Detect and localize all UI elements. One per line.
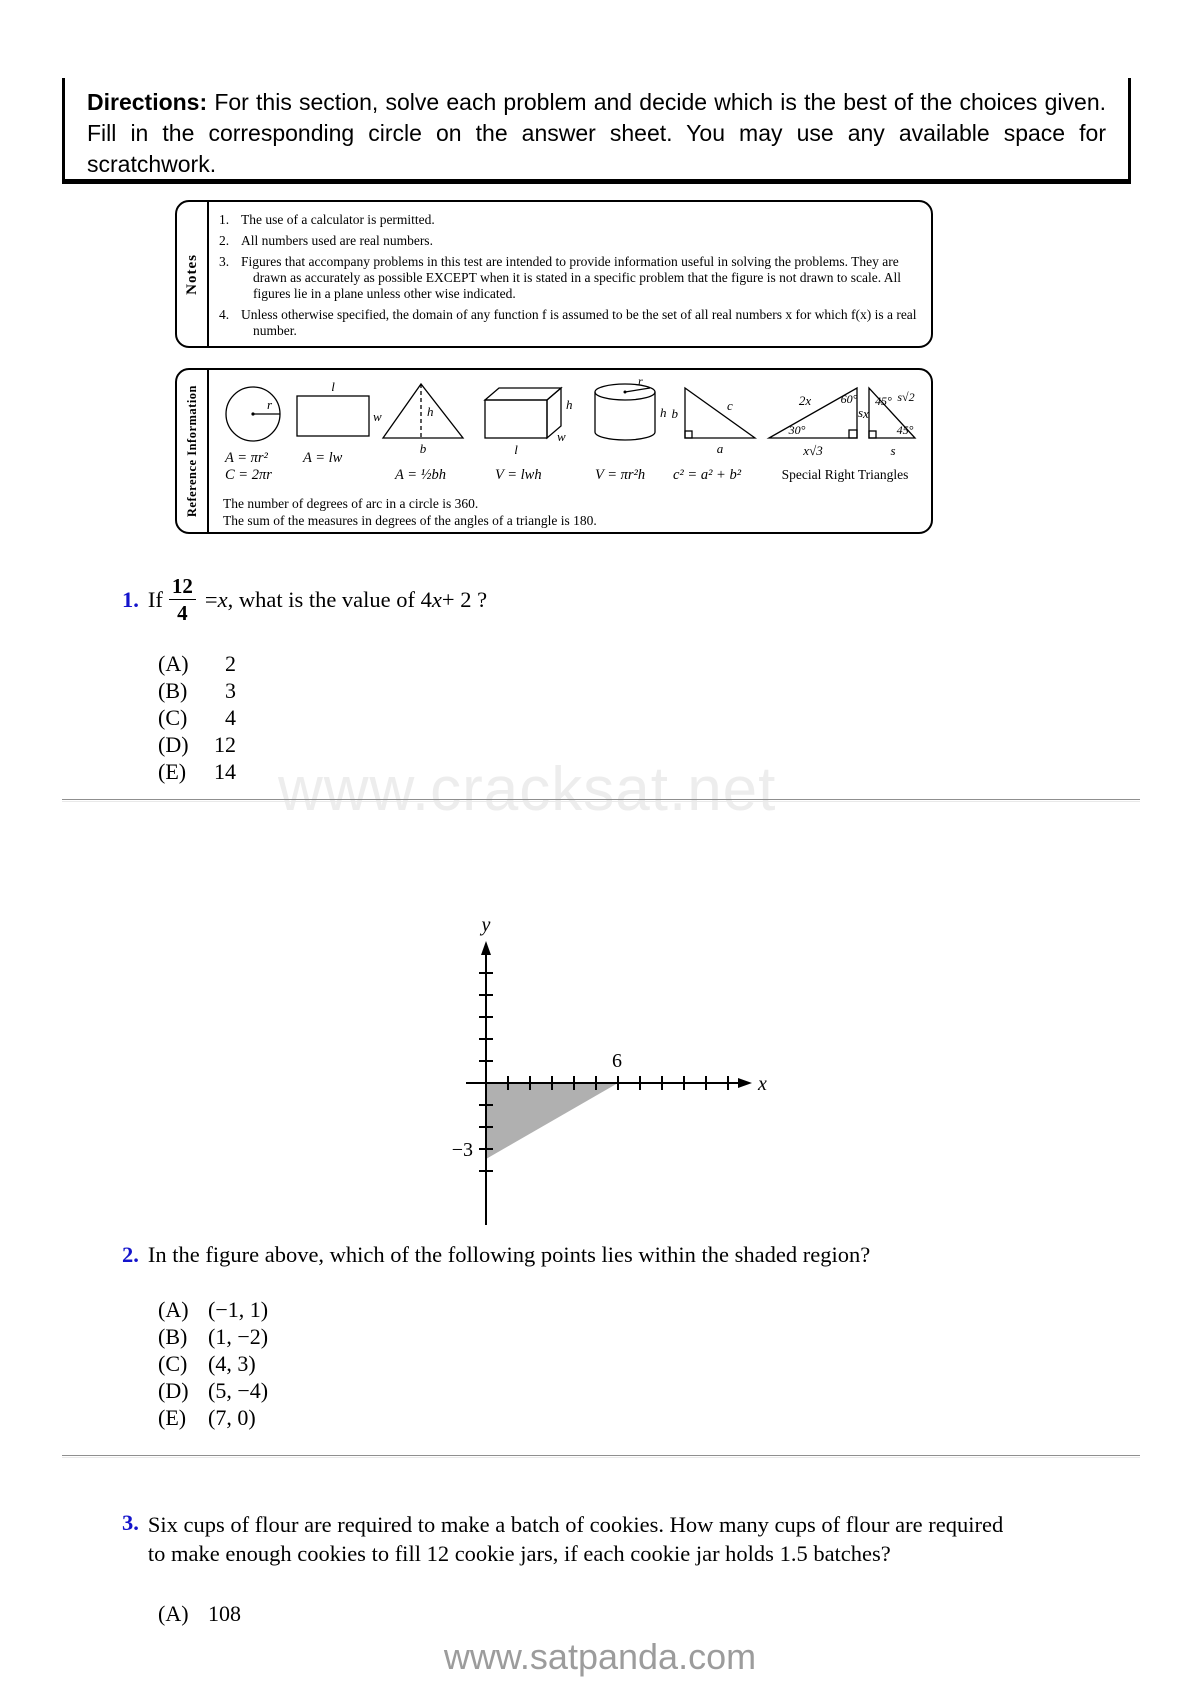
question-1: [122, 575, 487, 624]
notes-box: [175, 200, 933, 348]
rectangle-area-formula: A = lw: [303, 450, 343, 466]
cylinder-figure: [595, 376, 667, 483]
rectangle-figure: [297, 379, 382, 466]
fraction-denominator: 4: [177, 601, 188, 626]
choice-letter: (A): [158, 1297, 189, 1322]
triangle-area-formula: A = ½bh: [395, 467, 447, 483]
section-divider: [62, 1455, 1140, 1458]
choice-value: 2: [225, 651, 236, 676]
cylinder-volume-formula: V = πr²h: [595, 467, 646, 483]
question-1-number: 1.: [122, 586, 139, 612]
question-3-number: 3.: [122, 1510, 139, 1535]
rectangle-length-label: l: [331, 379, 335, 394]
choice-row: [158, 1404, 268, 1431]
choice-value: (5, −4): [208, 1378, 269, 1403]
choice-letter: (C): [158, 705, 188, 730]
choice-row: [158, 731, 236, 758]
choice-letter: (E): [158, 759, 187, 784]
triangle-base-label: b: [419, 441, 427, 456]
x-axis-arrow: [738, 1078, 752, 1088]
cylinder-height-label: h: [660, 405, 667, 420]
choice-value: (−1, 1): [208, 1297, 269, 1322]
choice-letter: (C): [158, 1351, 188, 1376]
box-height-label: h: [566, 397, 573, 412]
rectangle-width-label: w: [373, 409, 382, 424]
question-2-number: 2.: [122, 1242, 139, 1267]
choice-row: [158, 1323, 268, 1350]
choice-value: 108: [208, 1601, 241, 1626]
choice-value: (1, −2): [208, 1324, 269, 1349]
reference-box: [175, 368, 933, 534]
triangle-height-label: h: [427, 404, 434, 419]
choice-row: [158, 650, 236, 677]
note-text: All numbers used are real numbers.: [241, 233, 433, 248]
question-1-text: + 2 ?: [441, 586, 488, 612]
reference-figures: [209, 370, 931, 532]
note-number: 4.: [219, 307, 230, 322]
special-right-triangles-caption: Special Right Triangles: [781, 467, 909, 482]
question-1-var-x: x: [431, 586, 442, 612]
triangle-30-60-90-figure: [769, 388, 869, 458]
circle-area-formula: A = πr²: [225, 450, 268, 466]
reference-tab: [177, 370, 209, 532]
choice-row: [158, 1600, 241, 1627]
right-triangle-a-label: a: [716, 441, 724, 456]
x-axis-label: x: [758, 1073, 767, 1095]
circle-radius-label: r: [267, 397, 273, 412]
choice-letter: (D): [158, 1378, 189, 1403]
notes-list: [209, 202, 931, 346]
y-axis-label: y: [481, 914, 491, 936]
choice-letter: (A): [158, 1601, 189, 1626]
note-number: 1.: [219, 212, 230, 227]
note-item-3: [219, 254, 919, 302]
right-triangle-figure: [672, 388, 756, 483]
fraction-numerator: 12: [169, 575, 196, 600]
choice-letter: (D): [158, 732, 189, 757]
question-3-choices: [158, 1600, 241, 1627]
reference-tab-label: Reference Information: [184, 384, 199, 518]
fraction-12-over-4: [169, 575, 196, 624]
question-1-var-x: x: [217, 586, 228, 612]
question-2: [122, 1242, 870, 1268]
directions-text: For this section, solve each problem and decide which is the best of the choices given. Fill in the corresponding circle on the answer sheet. You may use any available space for scratchwork.: [87, 89, 1106, 177]
hyp-2x-label: 2x: [798, 393, 812, 408]
s-left-label: s: [857, 405, 863, 420]
y-axis-arrow: [481, 941, 491, 955]
side-x-label: x: [863, 406, 869, 421]
angle-60-label: 60°: [840, 392, 858, 406]
s-bottom-label: s: [890, 443, 896, 458]
choice-row: [158, 1296, 268, 1323]
reference-shapes-svg: [217, 376, 917, 490]
triangle-figure: [383, 384, 463, 483]
reference-footnote-1: The number of degrees of arc in a circle is 360.: [223, 496, 479, 511]
angle-45-top-label: 45°: [875, 394, 892, 408]
note-number: 2.: [219, 233, 230, 248]
question-2-choices: [158, 1296, 268, 1431]
question-1-choices: [158, 650, 236, 785]
choice-value: 4: [225, 705, 236, 730]
cylinder-radius-label: r: [638, 376, 643, 388]
box-figure: [485, 388, 573, 483]
right-triangle-c-label: c: [727, 398, 733, 413]
shaded-region: [486, 1083, 618, 1159]
choice-row: [158, 1377, 268, 1404]
circle-circumference-formula: C = 2πr: [225, 467, 272, 483]
directions-box: [62, 78, 1131, 184]
note-item-2: [219, 233, 919, 249]
coordinate-plane-figure: [420, 893, 770, 1238]
choice-row: [158, 758, 236, 785]
choice-value: 14: [214, 759, 236, 784]
question-2-text: In the figure above, which of the following points lies within the shaded region?: [147, 1242, 871, 1267]
question-1-prefix: If: [147, 586, 163, 612]
watermark-satpanda: www.satpanda.com: [443, 1636, 757, 1677]
question-1-text: , what is the value of 4: [227, 586, 432, 612]
note-text: Unless otherwise specified, the domain of any function f is assumed to be the set of all real numbers x for which f(x) is a real number.: [241, 307, 917, 338]
reference-footnote-2: The sum of the measures in degrees of the angles of a triangle is 180.: [223, 513, 597, 528]
note-number: 3.: [219, 254, 230, 269]
note-item-4: [219, 307, 919, 339]
question-1-text: =: [204, 586, 218, 612]
question-3-line1: Six cups of flour are required to make a batch of cookies. How many cups of flour are required: [147, 1512, 1004, 1537]
question-3-line2: to make enough cookies to fill 12 cookie jars, if each cookie jar holds 1.5 batches?: [147, 1541, 891, 1566]
note-text: The use of a calculator is permitted.: [241, 212, 435, 227]
notes-tab: [177, 202, 209, 346]
hyp-sroot2-label: s√2: [897, 390, 915, 404]
circle-figure: [224, 387, 280, 483]
choice-letter: (B): [158, 678, 188, 703]
section-divider: [62, 799, 1140, 802]
choice-row: [158, 677, 236, 704]
box-volume-formula: V = lwh: [495, 467, 542, 483]
angle-30-label: 30°: [788, 423, 806, 437]
question-3: [122, 1510, 1003, 1568]
choice-value: 12: [214, 732, 236, 757]
question-3-text: [148, 1510, 1003, 1568]
box-length-label: l: [514, 442, 518, 457]
choice-value: (4, 3): [208, 1351, 256, 1376]
choice-row: [158, 1350, 268, 1377]
box-width-label: w: [557, 429, 566, 444]
watermark-cracksat: www.cracksat.net: [278, 755, 777, 824]
choice-letter: (B): [158, 1324, 188, 1349]
right-triangle-b-label: b: [671, 406, 678, 421]
choice-row: [158, 704, 236, 731]
choice-value: 3: [225, 678, 236, 703]
triangle-45-45-90-figure: [858, 388, 915, 458]
choice-letter: (A): [158, 651, 189, 676]
note-item-1: [219, 212, 919, 228]
base-xroot3-label: x√3: [803, 443, 823, 458]
directions-label: Directions:: [87, 89, 208, 115]
notes-tab-label: Notes: [183, 253, 200, 295]
angle-45-bottom-label: 45°: [896, 423, 914, 437]
note-text: Figures that accompany problems in this test are intended to provide information useful in solving the problems. They are drawn as accurately as possible EXCEPT when it is stated in a specific problem that the figure is not drawn to scale. All figures lie in a plane unless other wise indicated.: [241, 254, 901, 301]
choice-value: (7, 0): [208, 1405, 256, 1430]
pythagorean-formula: c² = a² + b²: [673, 467, 742, 483]
y-tick-neg3-label: −3: [451, 1139, 473, 1161]
x-tick-6-label: 6: [612, 1050, 622, 1072]
choice-letter: (E): [158, 1405, 187, 1430]
